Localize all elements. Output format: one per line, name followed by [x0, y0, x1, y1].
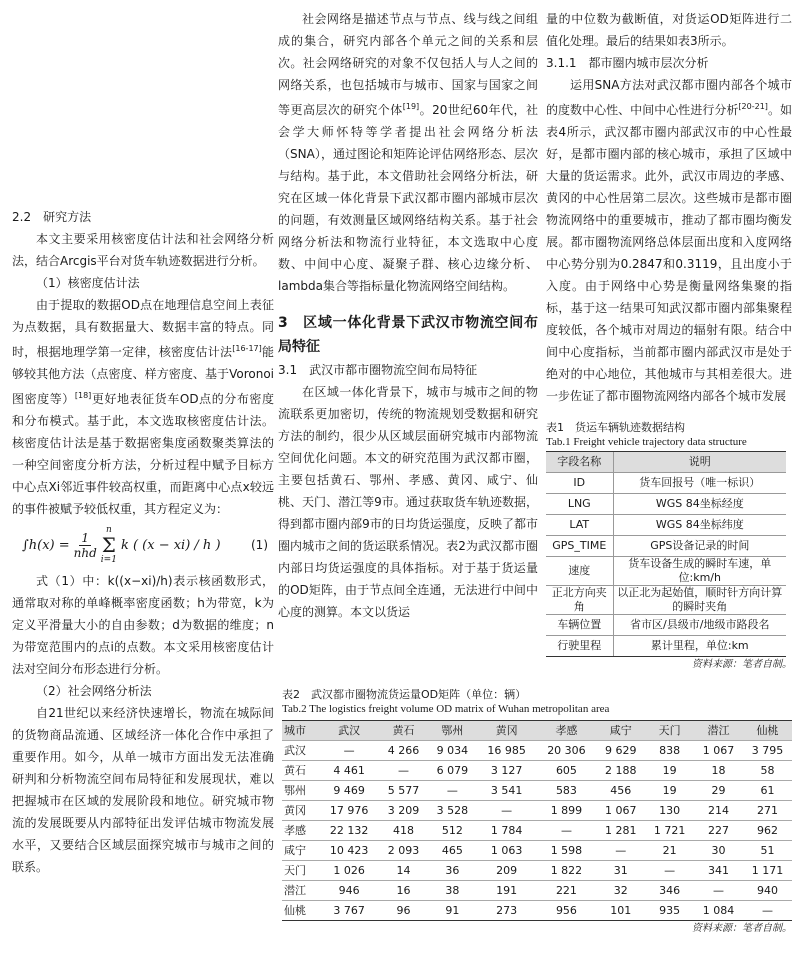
table-row — [546, 473, 786, 494]
table-cell: — — [645, 861, 694, 881]
table-cell: 36 — [428, 861, 477, 881]
table-cell: 4 461 — [319, 761, 379, 781]
table-cell: 130 — [645, 801, 694, 821]
table-header-cell: 字段名称 — [546, 452, 613, 473]
table-cell: — — [694, 881, 743, 901]
table-cell: 货车设备生成的瞬时车速，单位:km/h — [613, 557, 786, 586]
paragraph-kde: 由于提取的数据OD点在地理信息空间上表征为点数据，具有数据量大、数据丰富的特点。同时，根据地理学第一定律，核密度估计法[16-17]能够较其他方法（点密度、样方密度、基于Voronoi图密度等）[18]更好地表征货车OD点的分布密度和分布模式。基于此，本文选取核密度估计法。核密度估计法是基于数据密集度函数聚类算法的一种空间密度分析方法，分析过程中赋予目标方中心点Xi邻近事件较高权重，而距离中心点x较远的事件被赋予较低权重，其方程定义为： — [12, 298, 274, 516]
table-cell: WGS 84坐标纬度 — [613, 515, 786, 536]
table-cell: 天门 — [282, 861, 319, 881]
table-cell: 512 — [428, 821, 477, 841]
table-cell: 191 — [477, 881, 537, 901]
table-cell: ID — [546, 473, 613, 494]
table1-source: 资料来源：笔者自制。 — [692, 659, 792, 670]
table-cell: 1 281 — [596, 821, 645, 841]
table-cell: 51 — [743, 841, 792, 861]
table-row — [546, 557, 786, 586]
table-cell: 1 171 — [743, 861, 792, 881]
table-cell: 累计里程，单位:km — [613, 636, 786, 657]
table-cell: GPS_TIME — [546, 536, 613, 557]
table-cell: 1 822 — [537, 861, 597, 881]
table-cell: 14 — [379, 861, 428, 881]
table-cell: 940 — [743, 881, 792, 901]
paragraph-kde-explain: 式（1）中：k((x−xi)/h)表示核函数形式，通常取对称的单峰概率密度函数；h为带宽，k为定义平滑量大小的自由参数；d为数据的维度；n为带宽范围内的点i的点数。本文采用核密度估计法对空间分布形态进行分析。 — [12, 574, 274, 676]
table-cell: 418 — [379, 821, 428, 841]
table-cell: — — [477, 801, 537, 821]
table-cell: 行驶里程 — [546, 636, 613, 657]
table-cell: 咸宁 — [282, 841, 319, 861]
table-header-cell: 鄂州 — [428, 721, 477, 741]
table-cell: 10 423 — [319, 841, 379, 861]
table-cell: 武汉 — [282, 741, 319, 761]
citation: [18] — [74, 391, 92, 400]
table-cell: — — [596, 841, 645, 861]
table-cell: 3 541 — [477, 781, 537, 801]
table1-caption-en: Tab.1 Freight vehicle trajectory data structure — [546, 436, 747, 448]
table-cell: 黄冈 — [282, 801, 319, 821]
table-cell: 9 629 — [596, 741, 645, 761]
table-cell: 58 — [743, 761, 792, 781]
table-cell: 346 — [645, 881, 694, 901]
table-cell: 鄂州 — [282, 781, 319, 801]
table-cell: 9 034 — [428, 741, 477, 761]
table1 — [546, 451, 786, 657]
table-cell: 1 721 — [645, 821, 694, 841]
kde-formula: ∫h(x) = $\frac{1}{\text{nhd}}$ n Σ i=1 k ( (x − xi) / h ) (1) — [12, 520, 274, 570]
table-cell: 1 067 — [694, 741, 743, 761]
table-cell: — — [379, 761, 428, 781]
table2-block — [282, 688, 792, 937]
table-cell: 209 — [477, 861, 537, 881]
table-cell: 省市区/县级市/地级市路段名 — [613, 615, 786, 636]
table-header-row — [282, 721, 792, 741]
citation: [16-17] — [232, 344, 262, 353]
table-cell: 1 067 — [596, 801, 645, 821]
table-cell: 3 528 — [428, 801, 477, 821]
table-header-cell: 天门 — [645, 721, 694, 741]
table-cell: — — [319, 741, 379, 761]
table-cell: 962 — [743, 821, 792, 841]
table-cell: 黄石 — [282, 761, 319, 781]
table-row — [546, 515, 786, 536]
table-cell: 1 899 — [537, 801, 597, 821]
table-cell: 3 767 — [319, 901, 379, 921]
subheading-sna: （2）社会网络分析法 — [36, 684, 152, 698]
table-cell: — — [428, 781, 477, 801]
table-cell: 正北方向夹角 — [546, 586, 613, 615]
table-cell: 1 026 — [319, 861, 379, 881]
table-cell: 仙桃 — [282, 901, 319, 921]
citation: [20-21] — [738, 102, 768, 111]
table-cell: 101 — [596, 901, 645, 921]
table-cell: 16 985 — [477, 741, 537, 761]
table-cell: 3 209 — [379, 801, 428, 821]
table-cell: 96 — [379, 901, 428, 921]
table-header-cell: 咸宁 — [596, 721, 645, 741]
table-row — [282, 781, 792, 801]
table2-caption-cn: 表2 武汉都市圈物流货运量OD矩阵（单位：辆） — [282, 688, 527, 701]
table-cell: 3 795 — [743, 741, 792, 761]
table-cell: 5 577 — [379, 781, 428, 801]
table-header-cell: 武汉 — [319, 721, 379, 741]
table-cell: 273 — [477, 901, 537, 921]
column-right — [546, 0, 792, 673]
table-header-cell: 城市 — [282, 721, 319, 741]
table-cell: 91 — [428, 901, 477, 921]
table-row — [282, 741, 792, 761]
paragraph-sna-2: 社会网络是描述节点与节点、线与线之间组成的集合，研究内部各个单元之间的关系和层次。社会网络研究的对象不仅包括人与人之间的网络关系，也包括城市与城市、国家与国家之间等更高层次的研究个体[19]。20世纪60年代，社会学大师怀特等学者提出社会网络分析法（SNA），通过图论和矩阵论评估网络形态、层次与结构。基于此，本文借助社会网络分析法，研究在区域一体化背景下武汉都市圈内部城市层次的问题，有效测量区域网络结构关系。基于社会网络分析法和物流行业特征，本文选取中心度数、中间中心度、凝聚子群、核心边缘分析、lambda集合等指标量化物流网络空间结构。 — [278, 12, 538, 293]
table-cell: 20 306 — [537, 741, 597, 761]
table-cell: 6 079 — [428, 761, 477, 781]
table-cell: 以正北为起始值，顺时针方向计算的瞬时夹角 — [613, 586, 786, 615]
table-cell: GPS设备记录的时间 — [613, 536, 786, 557]
section-heading-2-2: 2.2 研究方法 — [12, 210, 92, 224]
paragraph-intro: 本文主要采用核密度估计法和社会网络分析法，结合Arcgis平台对货车轨迹数据进行分析。 — [12, 232, 274, 268]
section-heading-3-1-1: 3.1.1 都市圈内城市层次分析 — [546, 56, 709, 70]
table-header-cell: 黄石 — [379, 721, 428, 741]
table-cell: 341 — [694, 861, 743, 881]
table-cell: 2 093 — [379, 841, 428, 861]
table-cell: 227 — [694, 821, 743, 841]
table-cell: — — [537, 821, 597, 841]
table-cell: 潜江 — [282, 881, 319, 901]
table-cell: 221 — [537, 881, 597, 901]
table-cell: 1 598 — [537, 841, 597, 861]
table-cell: 214 — [694, 801, 743, 821]
table2-source: 资料来源：笔者自制。 — [692, 923, 792, 934]
table-cell: 9 469 — [319, 781, 379, 801]
paragraph-3-1-cont: 量的中位数为截断值，对货运OD矩阵进行二值化处理。最后的结果如表3所示。 — [546, 12, 792, 48]
column-middle — [278, 0, 538, 623]
table-cell: 17 976 — [319, 801, 379, 821]
table-row — [282, 901, 792, 921]
table-cell: 4 266 — [379, 741, 428, 761]
table2 — [282, 720, 792, 921]
table-header-row — [546, 452, 786, 473]
table-header-cell: 说明 — [613, 452, 786, 473]
table-cell: 61 — [743, 781, 792, 801]
table-cell: WGS 84坐标经度 — [613, 494, 786, 515]
paragraph-3-1-1: 运用SNA方法对武汉都市圈内部各个城市的度数中心性、中间中心性进行分析[20-21]。如表4所示，武汉都市圈内部武汉市的中心性最好，是都市圈内部的核心城市，承担了区域中大量的货运需求。此外，武汉市周边的孝感、黄冈的中心性居第二层次。这些城市是都市圈物流网络中的重要城市，推动了都市圈均衡发展。都市圈物流网络总体层面出度和入度网络中心势分别为0.2847和0.3119，且出度小于入度。由于网络中心势是衡量网络集聚的指标，基于这一结果可知武汉都市圈内部集聚程度较低，各个城市对周边的辐射有限。结合中间中心度指标，当前都市圈内部武汉市是处于绝对的中心地位，其他城市与其相差很大。进一步佐证了都市圈物流网络内部各个城市发展 — [546, 78, 792, 403]
table-cell: 30 — [694, 841, 743, 861]
citation: [19] — [402, 102, 420, 111]
paragraph-sna-1: 自21世纪以来经济快速增长，物流在城际间的货物商品流通、区域经济一体化合作中承担了重要作用。如今，从单一城市方面出发无法准确研判和分析物流空间布局特征和发展现状，难以把握城市在区域的发展阶段和地位。研究城市物流的发展既要从内部特征出发评估城市物流发展水平，又要结合区域层面探究城市与城市之间的联系。 — [12, 706, 274, 874]
table-cell: 19 — [645, 761, 694, 781]
table-cell: 956 — [537, 901, 597, 921]
table-cell: LAT — [546, 515, 613, 536]
table-cell: 孝感 — [282, 821, 319, 841]
table-header-cell: 仙桃 — [743, 721, 792, 741]
table-cell: 21 — [645, 841, 694, 861]
table1-caption-cn: 表1 货运车辆轨迹数据结构 — [546, 421, 685, 434]
table-cell: 465 — [428, 841, 477, 861]
subheading-kde: （1）核密度估计法 — [36, 276, 140, 290]
table-cell: 1 784 — [477, 821, 537, 841]
table-header-cell: 孝感 — [537, 721, 597, 741]
table-header-cell: 潜江 — [694, 721, 743, 741]
table-row — [282, 881, 792, 901]
table-cell: 16 — [379, 881, 428, 901]
table-row — [282, 861, 792, 881]
table-cell: 583 — [537, 781, 597, 801]
section-heading-3: 3 区域一体化背景下武汉市物流空间布局特征 — [278, 315, 538, 355]
formula-number: (1) — [251, 538, 268, 552]
table-row — [282, 761, 792, 781]
table-row — [282, 801, 792, 821]
table-cell: — — [743, 901, 792, 921]
table-cell: 838 — [645, 741, 694, 761]
table-cell: 2 188 — [596, 761, 645, 781]
paragraph-3-1: 在区域一体化背景下，城市与城市之间的物流联系更加密切，传统的物流规划受数据和研究方法的制约，很少从区域层面研究城市内部物流空间优化问题。本文的研究范围为武汉都市圈，主要包括黄石、鄂州、孝感、黄冈、咸宁、仙桃、天门、潜江等9市。通过获取货车轨迹数据，得到都市圈内部9市的日均货运强度，反映了都市圈内城市之间的货运联系情况。表2为武汉都市圈内部日均货运强度的具体指标。对于基于货运量的OD矩阵，由于节点间全连通，无法进行中间中心度的测算。本文以货运 — [278, 385, 538, 619]
table1-block — [546, 421, 792, 673]
column-left — [12, 0, 274, 878]
table-row — [546, 586, 786, 615]
table-cell: 605 — [537, 761, 597, 781]
table-row — [546, 494, 786, 515]
table-cell: 32 — [596, 881, 645, 901]
table-header-cell: 黄冈 — [477, 721, 537, 741]
table-cell: 1 063 — [477, 841, 537, 861]
table-cell: 3 127 — [477, 761, 537, 781]
table-cell: 22 132 — [319, 821, 379, 841]
table-row — [282, 841, 792, 861]
table-cell: 18 — [694, 761, 743, 781]
table-cell: 29 — [694, 781, 743, 801]
table-cell: 935 — [645, 901, 694, 921]
table-cell: 19 — [645, 781, 694, 801]
table-row — [546, 536, 786, 557]
table-cell: LNG — [546, 494, 613, 515]
table-cell: 38 — [428, 881, 477, 901]
table-cell: 946 — [319, 881, 379, 901]
table-cell: 456 — [596, 781, 645, 801]
table-cell: 速度 — [546, 557, 613, 586]
section-heading-3-1: 3.1 武汉市都市圈物流空间布局特征 — [278, 363, 478, 377]
table2-caption-en: Tab.2 The logistics freight volume OD matrix of Wuhan metropolitan area — [282, 703, 610, 715]
table-cell: 31 — [596, 861, 645, 881]
table-cell: 271 — [743, 801, 792, 821]
table-row — [282, 821, 792, 841]
table-cell: 货车回报号（唯一标识） — [613, 473, 786, 494]
table-cell: 车辆位置 — [546, 615, 613, 636]
table-row — [546, 615, 786, 636]
table-row — [546, 636, 786, 657]
table-cell: 1 084 — [694, 901, 743, 921]
